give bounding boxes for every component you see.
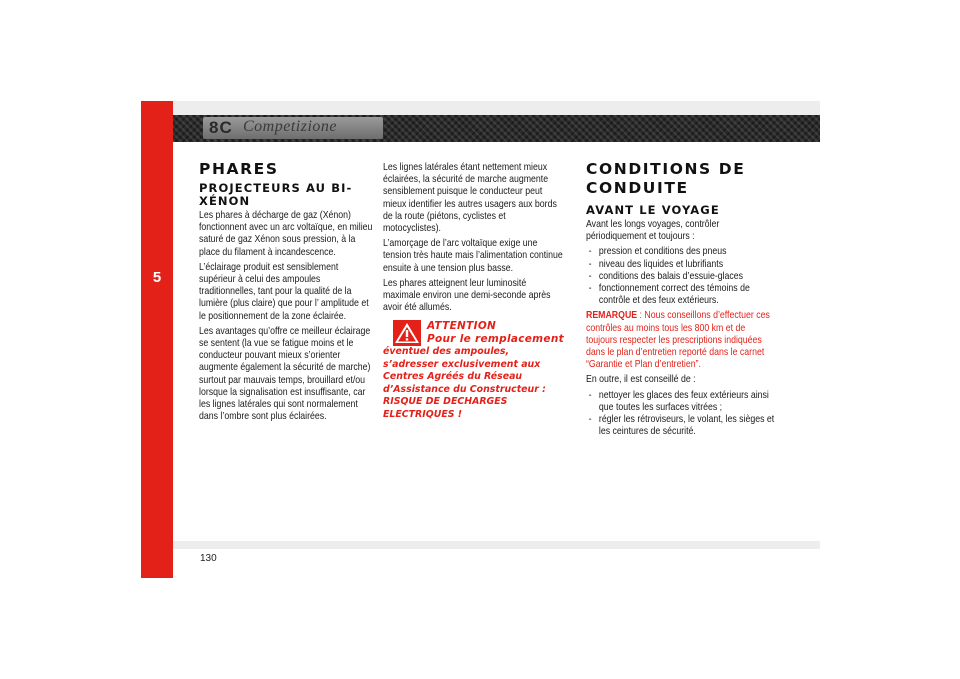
paragraph: L’éclairage produit est sensiblement supérieur à celui des ampoules traditionnelles, tant pour la qualité de la lumière (plus claire) que pour l’ amplitude et le positionnement de la zone éclairée.	[199, 261, 369, 322]
warning-first-line: Pour le remplacement	[427, 332, 564, 345]
list-item: - régler les rétroviseurs, le volant, les sièges et les ceintures de sécurité.	[588, 414, 775, 438]
list-item: - pression et conditions des pneus	[588, 246, 727, 258]
subsection-title-projecteurs: PROJECTEURS AU BI-XÉNON	[199, 181, 353, 208]
paragraph: Les lignes latérales étant nettement mieux éclairées, la sécurité de marche augmente sensiblement puisque le conducteur peut mieux identifier les autres usagers aux bords de la route (piétons, cyclistes et motocyclistes).	[383, 162, 557, 235]
subsection-title-avant-voyage: AVANT LE VOYAGE	[586, 203, 720, 217]
section-title-phares: PHARES	[199, 160, 279, 178]
list-item: - nettoyer les glaces des feux extérieurs ainsi que toutes les surfaces vitrées ;	[588, 389, 769, 413]
warning-title-text: ATTENTION	[427, 320, 497, 333]
column-3	[586, 160, 775, 441]
advice-intro: En outre, il est conseillé de :	[586, 374, 696, 386]
paragraph: L’amorçage de l’arc voltaïque exige une tension très haute mais l’alimentation continue ensuite à une tension plus basse.	[383, 238, 563, 274]
remark-text: : Nous conseillons d’effectuer ces contrôles au moins tous les 800 km et de toujours respecter les prescriptions indiquées dans le plan d’entretien reporté dans le carnet “Garantie et Plan d’entretien”.	[586, 310, 770, 371]
list-item: - fonctionnement correct des témoins de contrôle et des feux extérieurs.	[588, 283, 750, 307]
column-2	[383, 162, 565, 421]
brand-logo	[203, 117, 383, 139]
page-number: 130	[200, 553, 217, 564]
section-title-conditions: CONDITIONS DE CONDUITE	[586, 160, 746, 197]
warning-title	[427, 320, 564, 345]
header-band	[173, 101, 820, 115]
warning-header	[383, 320, 565, 346]
list-item: - niveau des liquides et lubrifiants	[588, 258, 724, 270]
brand-mark: 8C	[209, 118, 233, 137]
intro-text: Avant les longs voyages, contrôler périodiquement et toujours :	[586, 219, 720, 243]
advice-list	[586, 389, 775, 439]
brand-script: Competizione	[243, 118, 337, 135]
footer-band	[173, 541, 820, 549]
remark-label: REMARQUE	[586, 310, 638, 322]
chapter-tab	[141, 101, 173, 578]
column-1	[199, 160, 379, 426]
checks-list	[586, 246, 772, 307]
warning-triangle-icon	[393, 320, 421, 346]
paragraph: Les phares atteignent leur luminosité maximale environ une demi-seconde après avoir été allumés.	[383, 277, 551, 314]
warning-box	[383, 320, 565, 421]
warning-body: éventuel des ampoules, s’adresser exclusivement aux Centres Agréés du Réseau d’Assistance du Constructeur : RISQUE DE DECHARGES ELECTRIQUES !	[383, 346, 546, 420]
paragraph: Les phares à décharge de gaz (Xénon) fonctionnent avec un arc voltaïque, en milieu saturé de gaz Xénon sous pression, à la place du filament à incandescence.	[199, 210, 373, 258]
remark-paragraph	[586, 310, 770, 371]
chapter-number: 5	[152, 269, 162, 286]
paragraph: Les avantages qu’offre ce meilleur éclairage se sentent (la vue se fatigue moins et le conducteur pouvant mieux s’orienter augmente également la sécurité de marche) surtout par mauvais temps, brouillard et/ou lorsque la signalisation est insuffisante, car les lignes latérales qui sont normalement dans l’ombre sont plus éclairées.	[199, 325, 371, 423]
list-item: - conditions des balais d’essuie-glaces	[588, 270, 744, 282]
